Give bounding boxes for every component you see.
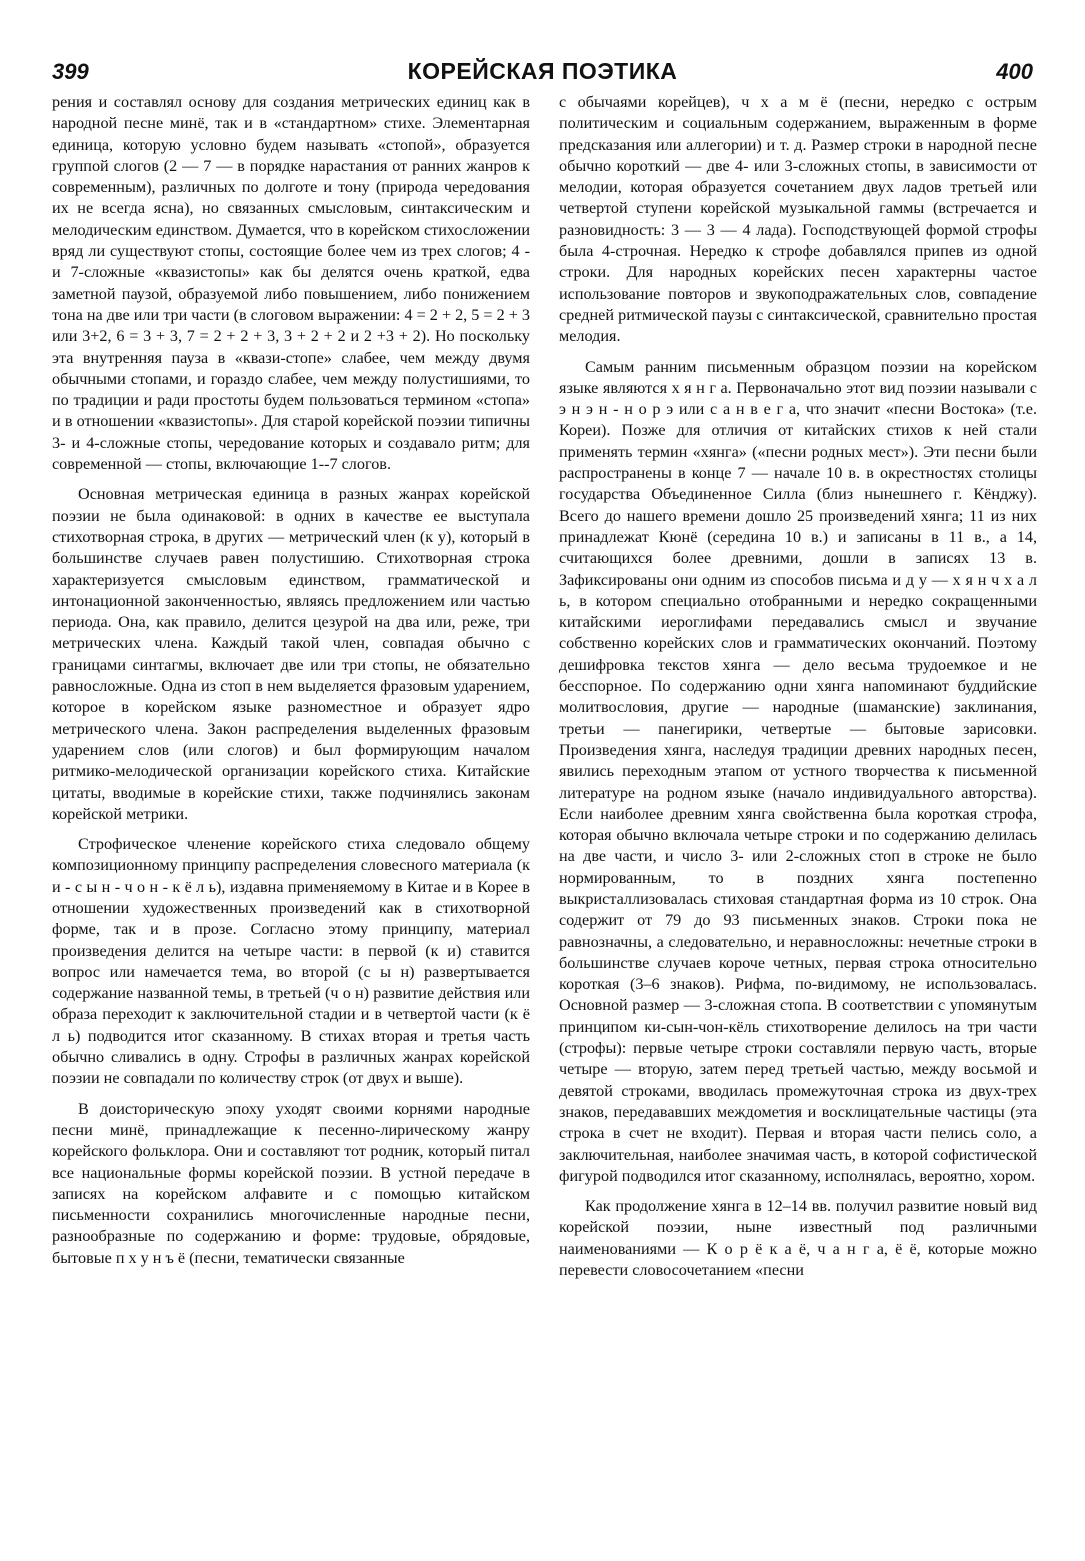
paragraph: рения и составлял основу для создания метрических единиц как в народной песне минё, так и в «стандартном» стихе. Элементарная единица, которую условно будем называть «стопой», образуется группой слогов (2 — 7 — в порядке нарастания от ранних жанров к современным), различных по долготе и тону (природа чередования их не всегда ясна), но связанных смысловым, синтаксическим и мелодическим единством. Думается, что в корейском стихосложении вряд ли существуют стопы, состоящие более чем из трех слогов; 4 - и 7-сложные «квазистопы» как бы делятся очень краткой, едва заметной паузой, образуемой либо повышением, либо понижением тона на две или три части (в слоговом выражении: 4 = 2 + 2, 5 = 2 + 3 или 3+2, 6 = 3 + 3, 7 = 2 + 2 + 3, 3 + 2 + 2 и 2 +3 + 2). Но поскольку эта внутренняя пауза в «квази-стопе» слабее, чем между двумя обычными стопами, и гораздо слабее, чем между полустишиями, то по традиции и ради простоты будем пользоваться термином «стопа» и в отношении «квазистопы». Для старой корейской поэзии типичны 3- и 4-сложные стопы, чередование которых и создавало ритм; для современной — стопы, включающие 1--7 слогов. bbox=[52, 93, 530, 474]
running-title: КОРЕЙСКАЯ ПОЭТИКА bbox=[407, 58, 678, 84]
right-column bbox=[559, 92, 1037, 1542]
paragraph: Как продолжение хянга в 12–14 вв. получил развитие новый вид корейской поэзии, ныне известный под различными наименованиями — К о р ё к а ё, ч а н г а, ё ё, которые можно перевести словосочетанием «песни bbox=[559, 1197, 1037, 1280]
paragraph: Самым ранним письменным образцом поэзии на корейском языке являются х я н г а. Первоначально этот вид поэзии называли с э н э н - н о р э или с а н в е г а, что значит «песни Востока» (т.е. Кореи). Позже для отличия от китайских стихов к ней стали применять термин «хянга» («песни родных мест»). Эти песни были распространены в конце 7 — начале 10 в. в окрестностях столицы государства Объединенное Силла (близ нынешнего г. Кёнджу). Всего до нашего времени дошло 25 произведений хянга; 11 из них принадлежат Кюнё (середина 10 в.) и записаны в 11 в., а 14, считающихся более древними, дошли в записях 13 в. Зафиксированы они одним из способов письма и д у — х я н ч х а л ь, в котором специально отобранными и нередко сокращенными китайскими иероглифами передавались смысл и звучание собственно корейских слов и грамматических окончаний. Поэтому дешифровка текстов хянга — дело весьма трудоемкое и не бесспорное. По содержанию одни хянга напоминают буддийские молитвословия, другие — народные (шаманские) заклинания, третьи — панегирики, четвертые — бытовые зарисовки. Произведения хянга, наследуя традиции древних народных песен, явились переходным этапом от устного творчества к письменной литературе на родном языке (начало индивидуального авторства). Если наиболее древним хянга свойственна была короткая строфа, которая обычно включала четыре строки и по содержанию делилась на две части, и число 3- или 2-сложных стоп в строке не было нормированным, то в поздних хянга постепенно выкристаллизовалась стиховая стандартная форма из 10 строк. Она содержит от 79 до 93 письменных знаков. Строки пока не равнозначны, а следовательно, и неравносложны: нечетные строки в большинстве случаев короче четных, первая строка относительно короткая (3–6 знаков). Рифма, по-видимому, не использовалась. Основной размер — 3-сложная стопа. В соответствии с упомянутым принципом ки-сын-чон-кёль стихотворение делилось на три части (строфы): первые четыре строки составляли первую часть, вторые четыре — вторую, затем перед третьей частью, между восьмой и девятой строками, вводилась промежуточная строка из двух-трех знаков, передававших междометия и восклицательные частицы (эта строка в счет не входит). Первая и вторая части пелись соло, а заключительная, наиболее значимая часть, в которой софистической фигурой подводился итог сказанному, исполнялась, вероятно, хором. bbox=[559, 357, 1037, 1185]
page-number-right: 400 bbox=[996, 59, 1033, 84]
paragraph: В доисторическую эпоху уходят своими корнями народные песни минё, принадлежащие к песенно-лирическому жанру корейского фольклора. Они и составляют тот родник, который питал все национальные формы корейской поэзии. В устной передаче в записях на корейском алфавите и с помощью китайском письменности сохранились многочисленные народные песни, разнообразные по содержанию и форме: трудовые, обрядовые, бытовые п х у н ъ ё (песни, тематически связанные bbox=[52, 1099, 530, 1267]
paragraph: Основная метрическая единица в разных жанрах корейской поэзии не была одинаковой: в одних в качестве ее выступала стихотворная строка, в других — метрический член (к у), который в большинстве случаев равен полустишию. Стихотворная строка характеризуется смысловым единством, грамматической и интонационной законченностью, являясь предложением или частью периода. Она, как правило, делится цезурой на два или, реже, три метрических члена. Каждый такой член, совпадая обычно с границами синтагмы, включает две или три стопы, не обязательно равносложные. Одна из стоп в нем выделяется фразовым ударением, которое в корейском языке разноместное и образует ядро метрического члена. Закон распределения выделенных фразовым ударением слов (или слогов) и был формирующим началом ритмико-мелодической организации корейского стиха. Китайские цитаты, вводимые в корейские стихи, также подчинялись законам корейской метрики. bbox=[52, 485, 530, 823]
page-header bbox=[52, 58, 1033, 88]
paragraph: Строфическое членение корейского стиха следовало общему композиционному принципу распределения словесного материала (к и - с ы н - ч о н - к ё л ь), издавна применяемому в Китае и в Корее в отношении художественных произведений как в стихотворной форме, так и в прозе. Согласно этому принципу, материал произведения делится на четыре части: в первой (к и) ставится вопрос или намечается тема, во второй (с ы н) развертывается содержание названной темы, в третьей (ч о н) развитие действия или образа переходит к заключительной стадии и в четвертой части (к ё л ь) подводится итог сказанному. В стихах вторая и третья часть обычно сливались в одну. Строфы в различных жанрах корейской поэзии не совпадали по количеству строк (от двух и выше). bbox=[52, 835, 530, 1088]
page-number-left: 399 bbox=[52, 59, 89, 84]
text-columns bbox=[52, 92, 1037, 1542]
left-column bbox=[52, 92, 530, 1542]
paragraph: с обычаями корейцев), ч х а м ё (песни, нередко с острым политическим и социальным содержанием, выраженным в форме предсказания или аллегории) и т. д. Размер строки в народной песне обычно короткий — две 4- или 3-сложных стопы, в зависимости от мелодии, которая образуется сочетанием двух ладов третьей или четвертой ступени корейской музыкальной гаммы (встречается и разновидность: 3 — 3 — 4 лада). Господствующей формой строфы была 4-строчная. Нередко к строфе добавлялся припев из одной строки. Для народных корейских песен характерны частое использование повторов и звукоподражательных слов, совпадение средней ритмической паузы с синтаксической, сравнительно простая мелодия. bbox=[559, 93, 1037, 346]
